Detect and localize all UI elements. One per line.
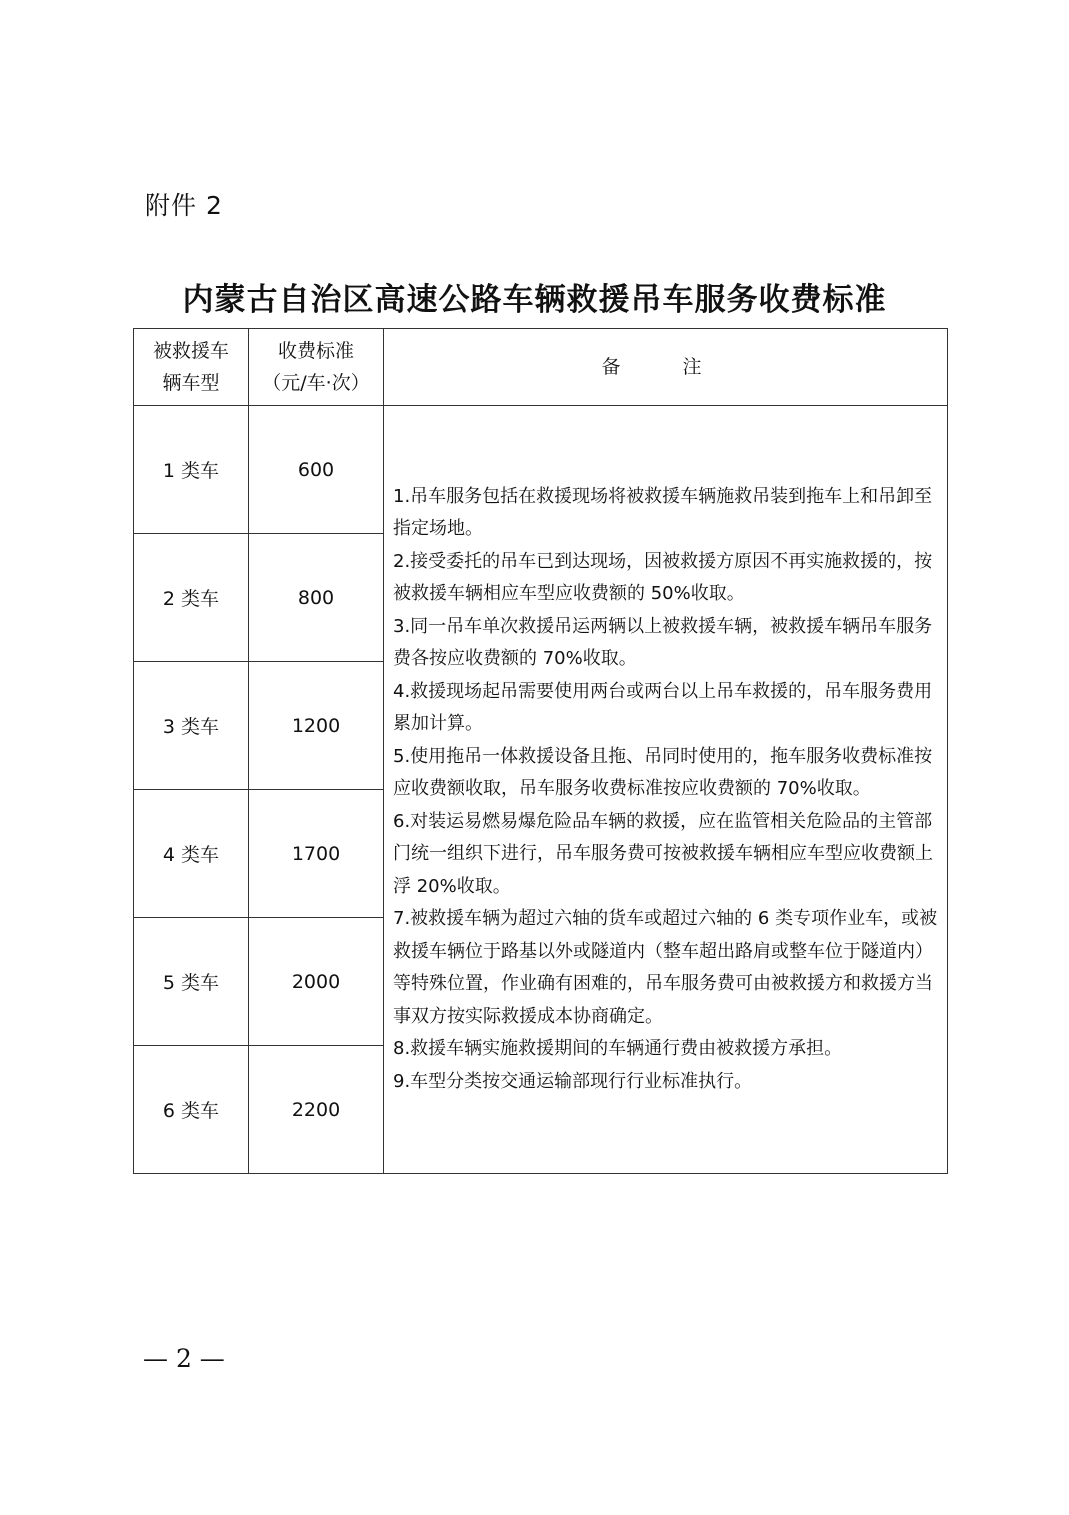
fee-cell: 600 [249,406,384,534]
page-number: — 2 — [143,1344,225,1373]
attachment-label: 附件 2 [145,191,223,220]
header-fee-standard-line-1: 收费标准 [277,340,354,362]
fee-cell: 2000 [249,918,384,1046]
note-item: 5.使用拖吊一体救援设备且拖、吊同时使用的，拖车服务收费标准按应收费额收取，吊车服务收费标准按应收费额的 70%收取。 [393,745,933,800]
header-remarks-label: 备 注 [601,356,730,378]
header-vehicle-type-line-2: 辆车型 [162,372,220,394]
fee-cell: 800 [249,534,384,662]
header-vehicle-type [134,329,249,406]
document-title: 内蒙古自治区高速公路车辆救援吊车服务收费标准 [182,282,887,318]
notes-list [393,481,939,1099]
fee-standard-table [133,328,948,1174]
note-item: 9.车型分类按交通运输部现行行业标准执行。 [393,1070,753,1092]
note-item: 6.对装运易燃易爆危险品车辆的救援，应在监管相关危险品的主管部门统一组织下进行，吊车服务费可按被救援车辆相应车型应收费额上浮 20%收取。 [393,810,933,897]
header-remarks [384,329,948,406]
fee-cell: 1200 [249,662,384,790]
remarks-cell [384,406,948,1174]
note-item: 4.救援现场起吊需要使用两台或两台以上吊车救援的，吊车服务费用累加计算。 [393,680,933,735]
note-item: 8.救援车辆实施救援期间的车辆通行费由被救援方承担。 [393,1038,843,1060]
vehicle-type-cell: 6 类车 [134,1046,249,1174]
vehicle-type-cell: 3 类车 [134,662,249,790]
header-vehicle-type-line-1: 被救援车 [152,340,229,362]
fee-cell: 2200 [249,1046,384,1174]
header-fee-standard-line-2: （元/车·次） [262,372,370,394]
note-item: 3.同一吊车单次救援吊运两辆以上被救援车辆，被救援车辆吊车服务费各按应收费额的 70%收取。 [393,615,933,670]
table-row [134,406,948,534]
vehicle-type-cell: 5 类车 [134,918,249,1046]
vehicle-type-cell: 4 类车 [134,790,249,918]
note-item: 7.被救援车辆为超过六轴的货车或超过六轴的 6 类专项作业车，或被救援车辆位于路基以外或隧道内（整车超出路肩或整车位于隧道内）等特殊位置，作业确有困难的，吊车服务费可由被救援方和救援方当事双方按实际救援成本协商确定。 [393,908,938,1027]
note-item: 2.接受委托的吊车已到达现场，因被救援方原因不再实施救援的，按被救援车辆相应车型应收费额的 50%收取。 [393,550,933,605]
note-item: 1.吊车服务包括在救援现场将被救援车辆施救吊装到拖车上和吊卸至指定场地。 [393,485,933,540]
vehicle-type-cell: 2 类车 [134,534,249,662]
table-header-row [134,329,948,406]
vehicle-type-cell: 1 类车 [134,406,249,534]
fee-cell: 1700 [249,790,384,918]
header-fee-standard [249,329,384,406]
